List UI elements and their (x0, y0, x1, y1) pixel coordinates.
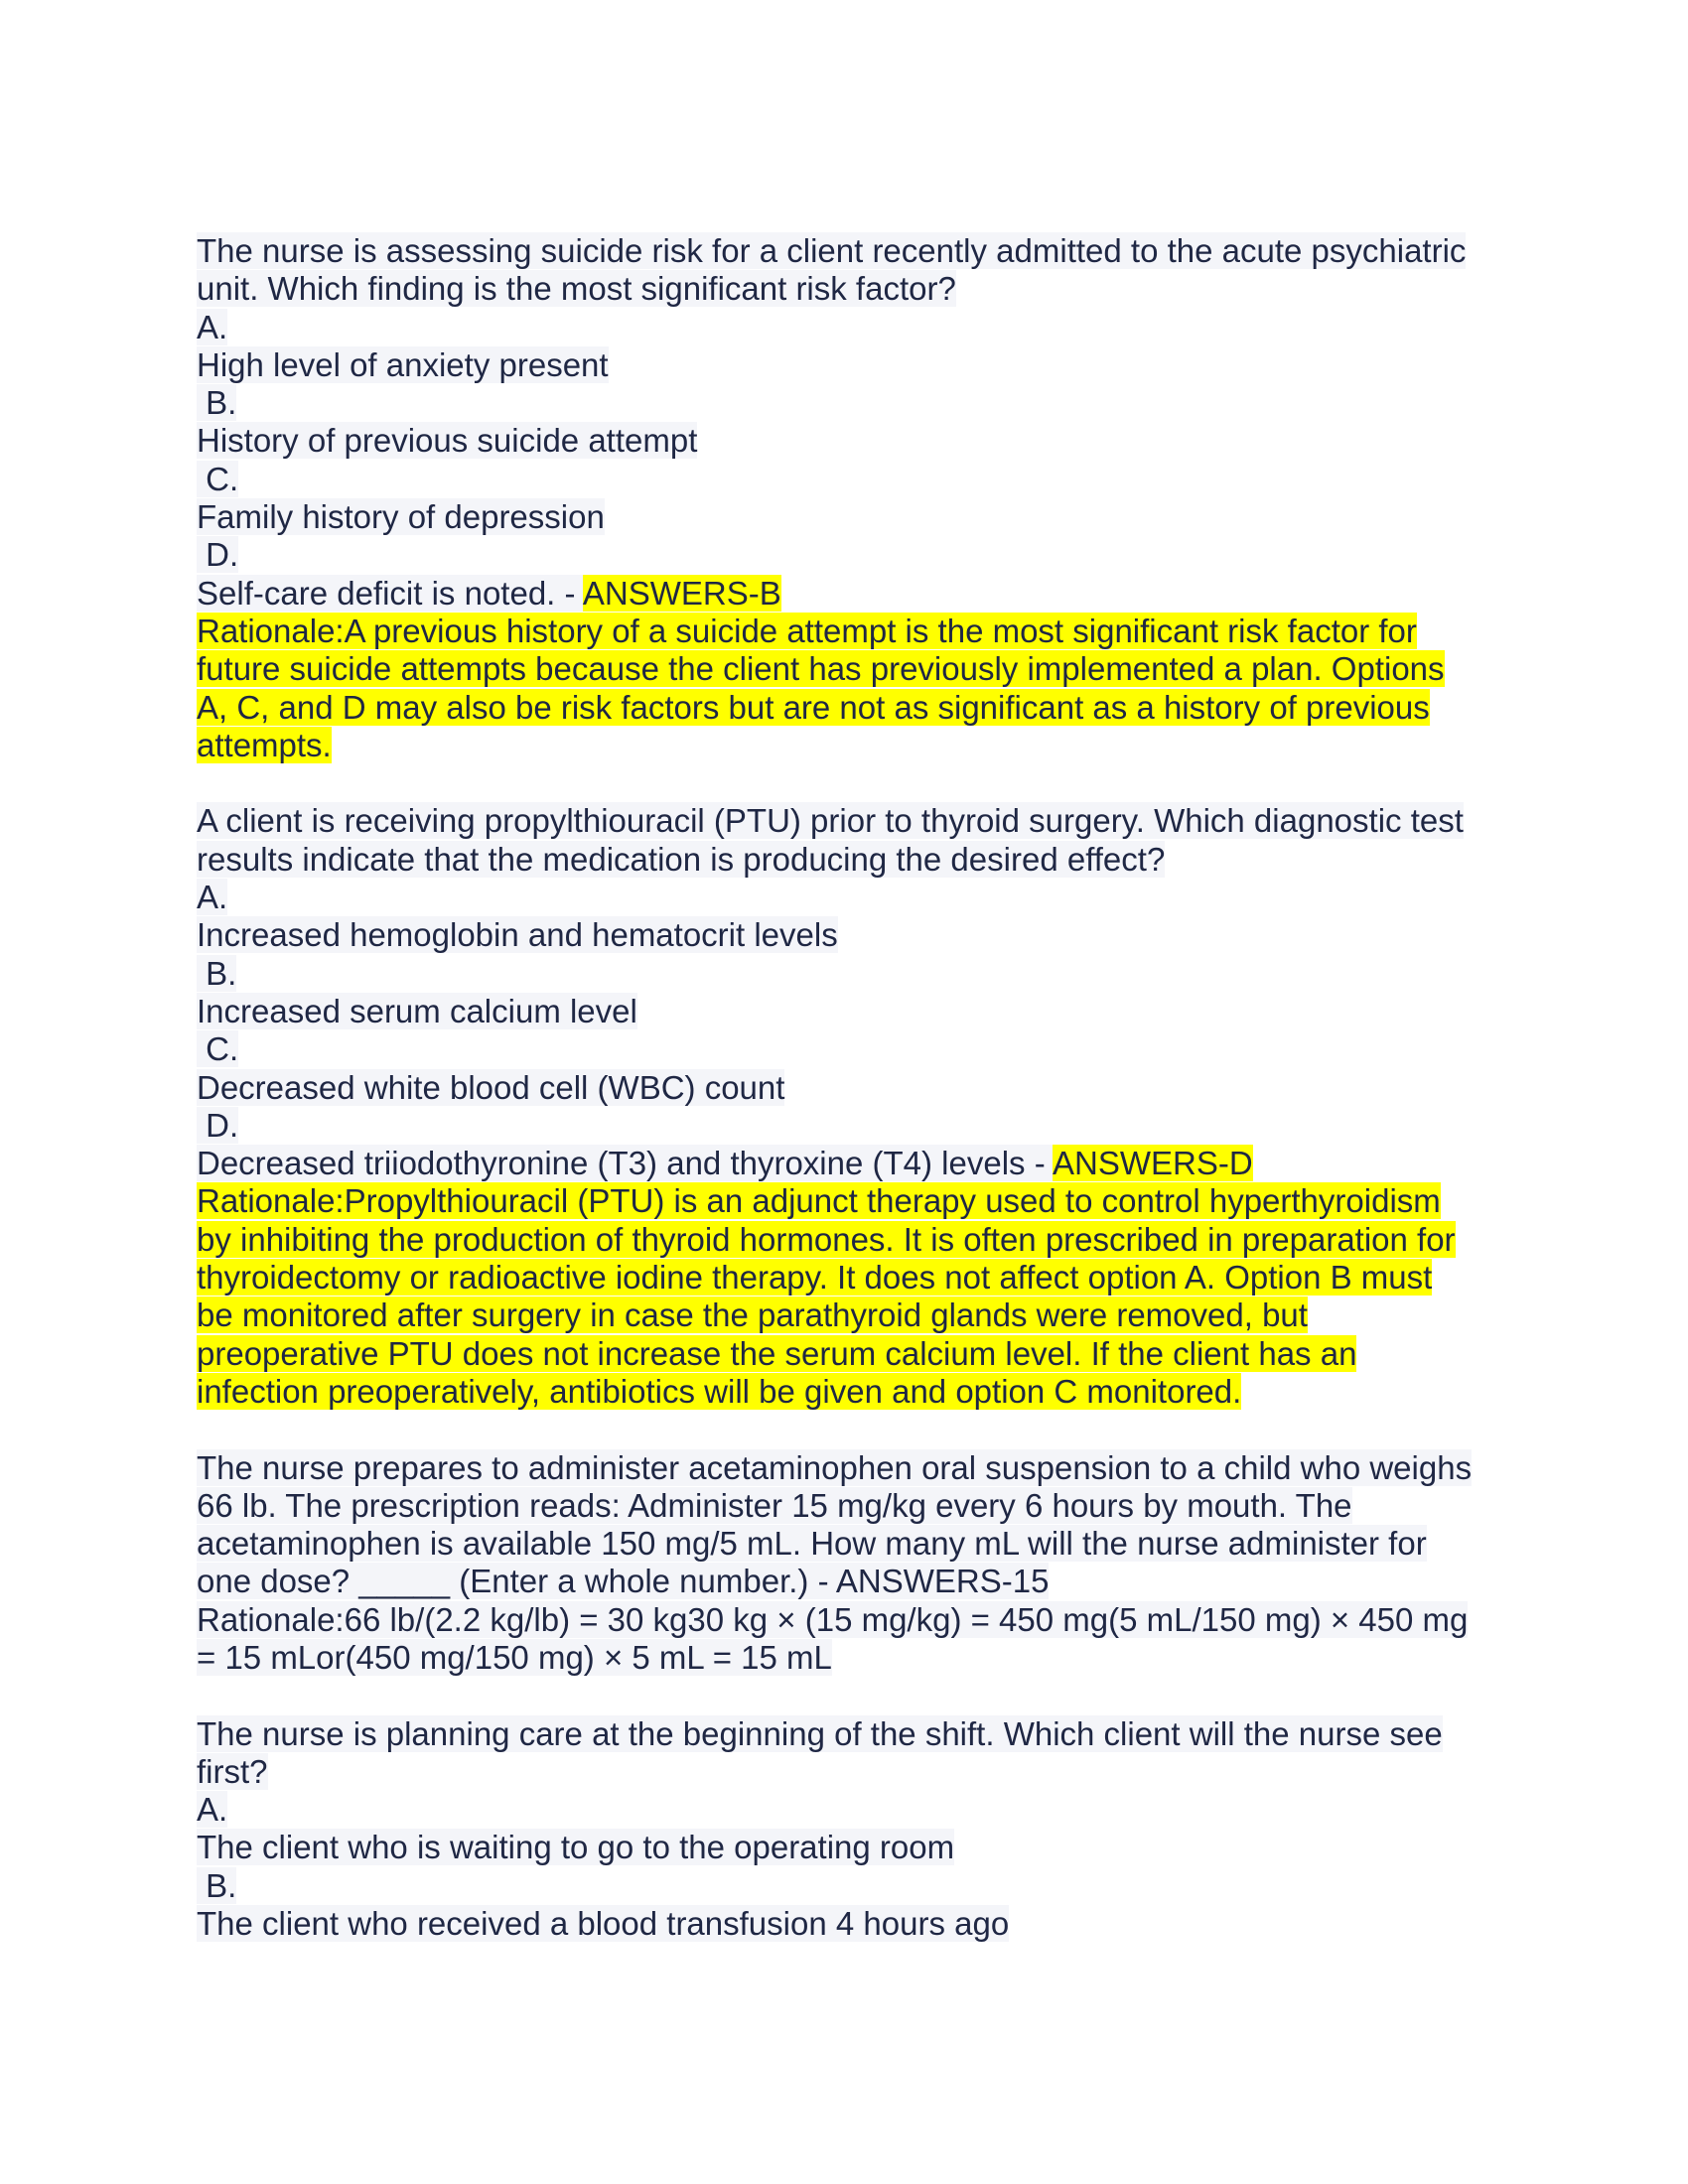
rationale-line: preoperative PTU does not increase the serum calcium level. If the client has an (197, 1334, 1357, 1372)
question-text-line: The nurse is planning care at the beginning of the shift. Which client will the nurse see (197, 1714, 1443, 1752)
document-page (197, 232, 1487, 1943)
question-text-line: The nurse is assessing suicide risk for a client recently admitted to the acute psychiatric (197, 232, 1467, 269)
option-text: History of previous suicide attempt (197, 422, 698, 460)
option-letter: C. (197, 460, 239, 497)
rationale-line: Rationale:A previous history of a suicide attempt is the most significant risk factor for (197, 612, 1417, 649)
option-letter: A. (197, 1791, 228, 1829)
option-letter: B. (197, 384, 237, 422)
rationale-line: Rationale:66 lb/(2.2 kg/lb) = 30 kg30 kg × (15 mg/kg) = 450 mg(5 mL/150 mg) × 450 mg (197, 1600, 1469, 1638)
question-2 (197, 802, 1487, 1411)
option-text: Family history of depression (197, 498, 605, 536)
option-letter: A. (197, 879, 228, 916)
option-text: Increased hemoglobin and hematocrit levels (197, 916, 838, 954)
rationale-line: Rationale:Propylthiouracil (PTU) is an adjunct therapy used to control hyperthyroidism (197, 1182, 1441, 1220)
rationale-line: future suicide attempts because the client has previously implemented a plan. Options (197, 650, 1445, 688)
question-1 (197, 232, 1487, 764)
option-letter: A. (197, 308, 228, 345)
answer-highlight: ANSWERS-D (1053, 1145, 1253, 1182)
option-text-with-answer: Decreased triiodothyronine (T3) and thyroxine (T4) levels - ANSWERS-D (197, 1145, 1253, 1182)
option-text: The client who received a blood transfusion 4 hours ago (197, 1905, 1010, 1943)
question-text-line: 66 lb. The prescription reads: Administer 15 mg/kg every 6 hours by mouth. The (197, 1486, 1352, 1524)
question-3 (197, 1449, 1487, 1678)
option-text: Decreased white blood cell (WBC) count (197, 1068, 785, 1106)
option-text: Increased serum calcium level (197, 992, 637, 1029)
rationale-line: infection preoperatively, antibiotics will be given and option C monitored. (197, 1372, 1242, 1410)
paragraph-gap (197, 764, 1487, 802)
option-letter: B. (197, 1866, 237, 1904)
option-text-with-answer: Self-care deficit is noted. - ANSWERS-B (197, 574, 781, 612)
question-text-line: acetaminophen is available 150 mg/5 mL. How many mL will the nurse administer for (197, 1525, 1427, 1563)
rationale-line: by inhibiting the production of thyroid hormones. It is often prescribed in preparation for (197, 1220, 1456, 1258)
option-letter: D. (197, 1106, 239, 1144)
rationale-line: be monitored after surgery in case the parathyroid glands were removed, but (197, 1297, 1308, 1334)
paragraph-gap (197, 1411, 1487, 1448)
question-text-line: A client is receiving propylthiouracil (PTU) prior to thyroid surgery. Which diagnostic test (197, 802, 1464, 840)
option-letter: B. (197, 954, 237, 992)
answer-highlight: ANSWERS-B (582, 574, 781, 612)
question-text-line: unit. Which finding is the most significant risk factor? (197, 270, 956, 308)
option-letter: D. (197, 536, 239, 574)
rationale-line: = 15 mLor(450 mg/150 mg) × 5 mL = 15 mL (197, 1638, 832, 1676)
option-text: The client who is waiting to go to the operating room (197, 1829, 955, 1866)
question-answer-line: one dose? _____ (Enter a whole number.) - ANSWERS-15 (197, 1563, 1050, 1600)
question-text-line: results indicate that the medication is producing the desired effect? (197, 840, 1166, 878)
option-text: High level of anxiety present (197, 345, 609, 383)
option-letter: C. (197, 1030, 239, 1068)
question-text-line: first? (197, 1752, 268, 1790)
rationale-line: thyroidectomy or radioactive iodine therapy. It does not affect option A. Option B must (197, 1259, 1433, 1297)
question-4 (197, 1715, 1487, 1944)
question-text-line: The nurse prepares to administer acetaminophen oral suspension to a child who weighs (197, 1448, 1473, 1486)
paragraph-gap (197, 1677, 1487, 1714)
rationale-line: A, C, and D may also be risk factors but are not as significant as a history of previous (197, 688, 1430, 726)
rationale-line: attempts. (197, 726, 332, 763)
